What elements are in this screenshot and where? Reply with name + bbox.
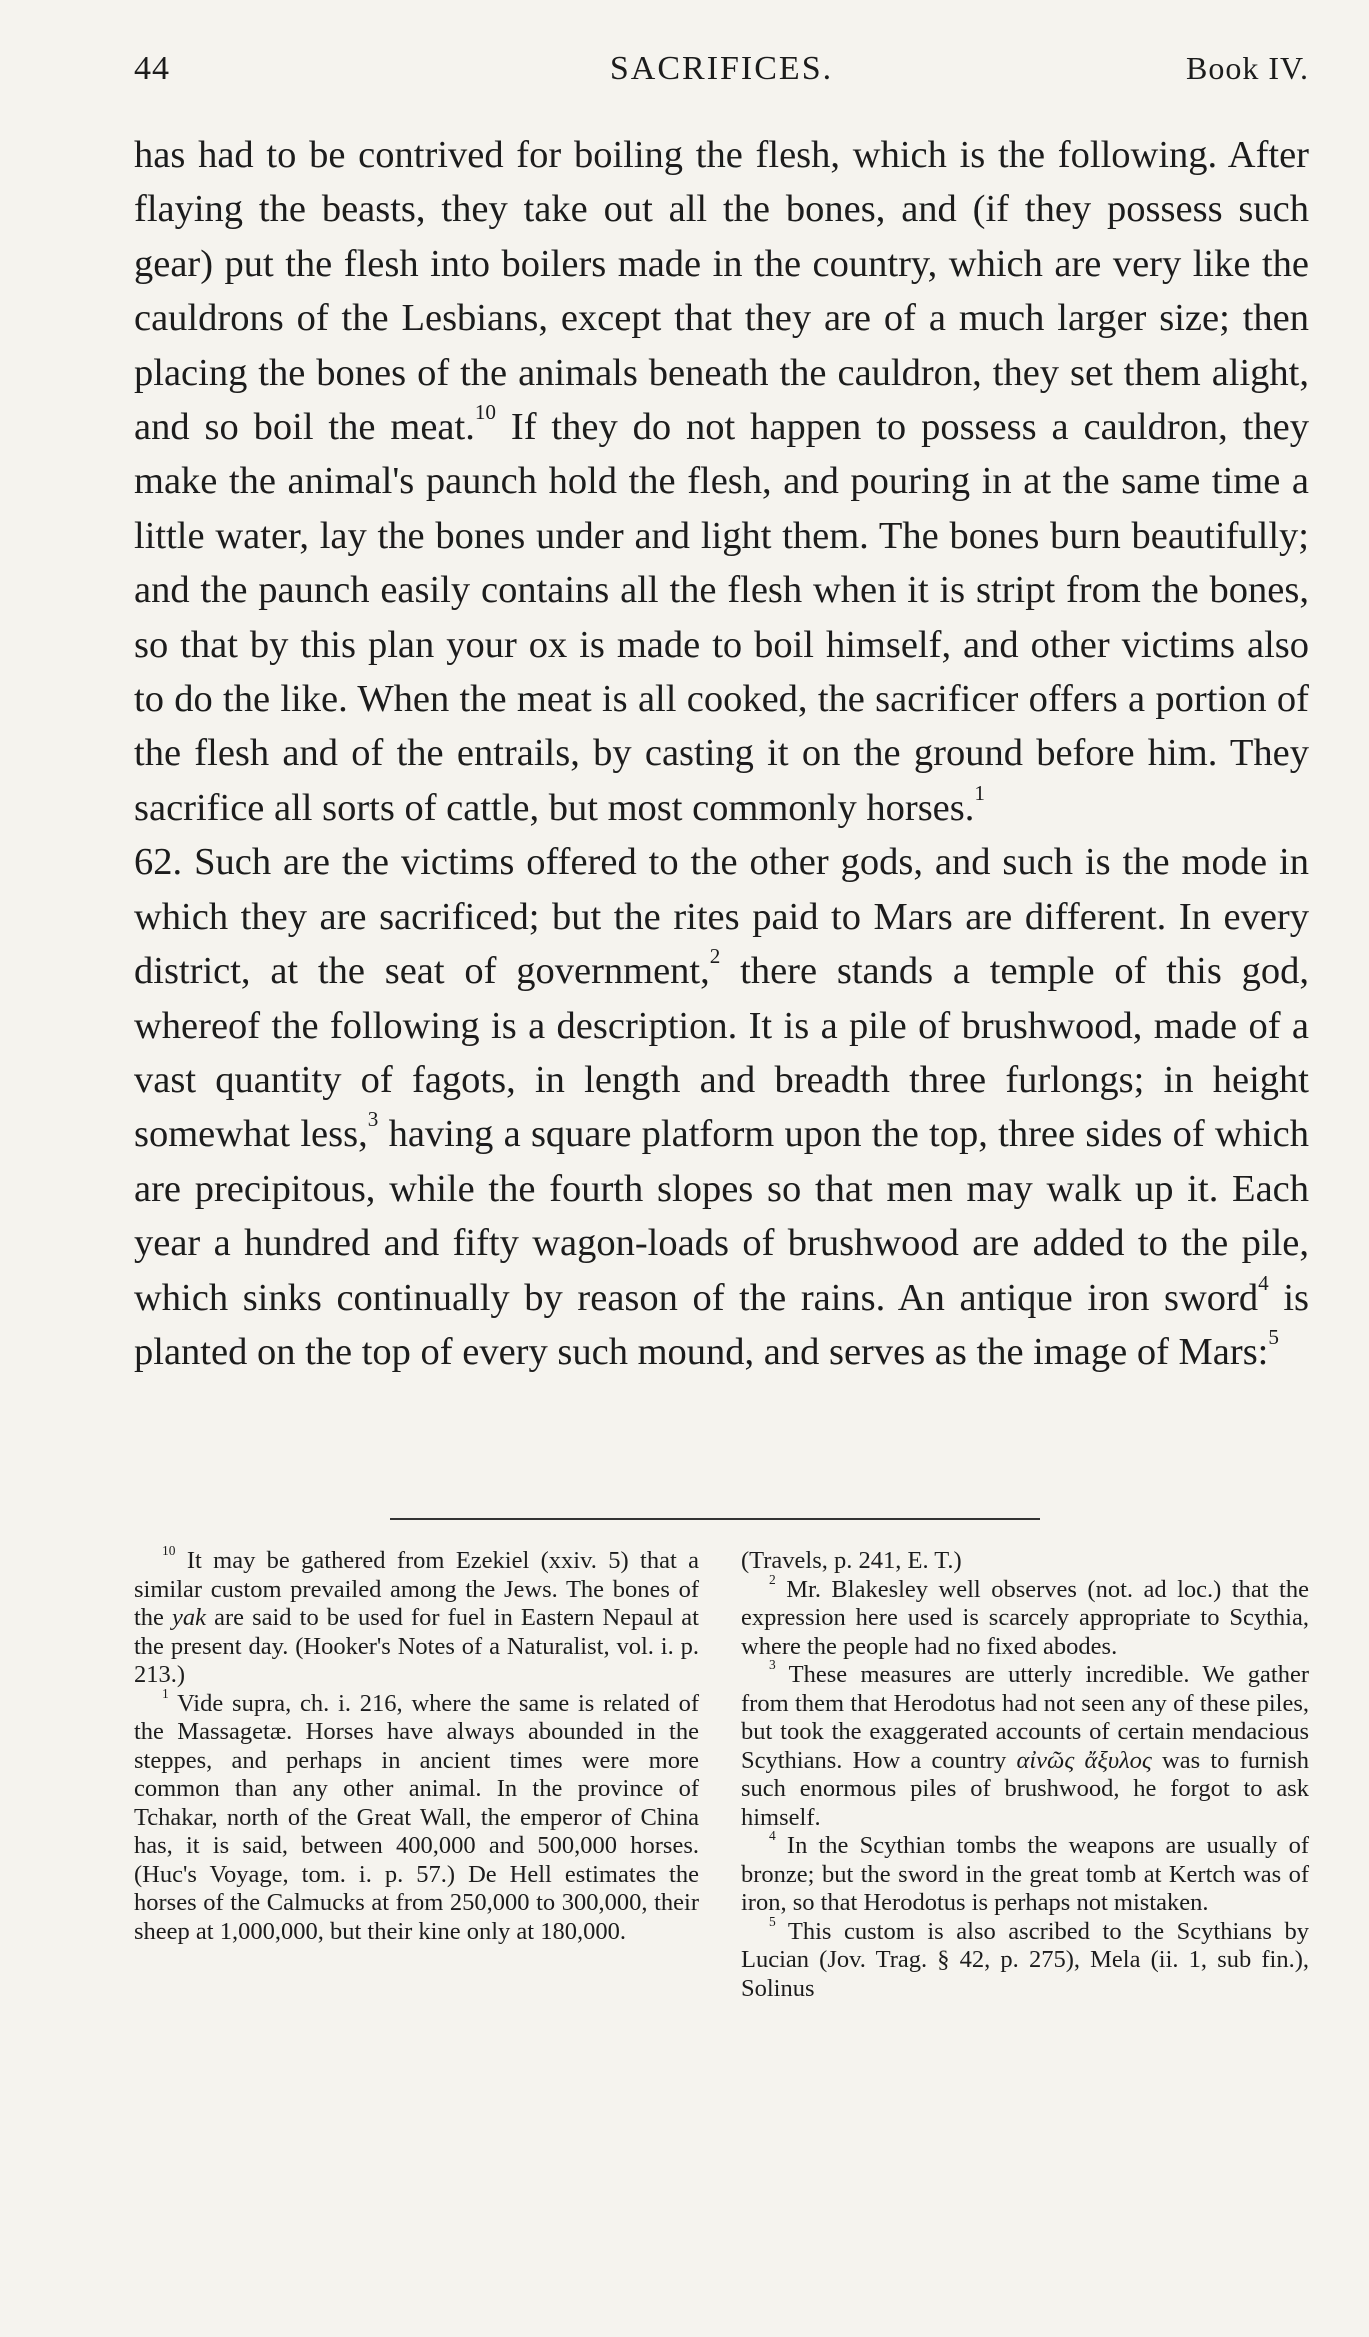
running-title: SACRIFICES. [609,50,834,87]
footnote-ref-4: 4 [1258,1270,1269,1295]
footnote-3: $^3$ These measures are utterly incredible. We gather from them that Herodotus had not seen any of these piles, but took the exaggerated accounts of certain mendacious Scythians. How a country αἰνῶς ἄξυλος was to furnish such enormous piles of brushwood, he forgot to ask himself. [741,1657,1309,1831]
footnote-2: $^2$ Mr. Blakesley well observes (not. ad loc.) that the expression here used is scarcely appropriate to Scythia, where the people had no fixed abodes. [741,1571,1309,1660]
footnote-ref-3: 3 [367,1107,379,1132]
footnote-4: $^4$ In the Scythian tombs the weapons are usually of bronze; but the sword in the great tomb at Kertch was of iron, so that Herodotus is perhaps not mistaken. [741,1828,1309,1916]
footnote-ref-2: 2 [709,943,721,968]
footnote-ref-1: 1 [974,780,985,805]
footnote-divider [390,1518,1040,1520]
footnote-ref-10: 10 [474,399,496,424]
footnotes-right-column [741,1547,1309,2003]
footnotes-left-column [134,1543,699,1946]
page-number: 44 [134,50,170,87]
footnote-5: $^5$ This custom is also ascribed to the Scythians by Lucian (Jov. Trag. § 42, p. 275), Mela (ii. 1, sub fin.), Solinus [741,1913,1309,2002]
footnote-10: $^{10}$ It may be gathered from Ezekiel (xxiv. 5) that a similar custom prevailed among the Jews. The bones of the yak are said to be used for fuel in Eastern Nepaul at the present day. (Hooker's Notes of a Naturalist, vol. i. p. 213.) [134,1543,699,1688]
paragraph-62: 62. Such are the victims offered to the other gods, and such is the mode in which they are sacrificed; but the rites paid to Mars are different. In every district, at the seat of government,$^2$ there stands a temple of this god, whereof the following is a description. It is a pile of brushwood, made of a vast quantity of fagots, in length and breadth three furlongs; in height somewhat less,$^3$ having a square platform upon the top, three sides of which are precipitous, while the fourth slopes so that men may walk up it. Each year a hundred and fifty wagon-loads of brushwood are added to the pile, which sinks continually by reason of the rains. An antique iron sword$^4$ is planted on the top of every such mound, and serves as the image of Mars:$^5$ [134,841,1309,1373]
footnote-1: $^1$ Vide supra, ch. i. 216, where the same is related of the Massagetæ. Horses have always abounded in the steppes, and perhaps in ancient times were more common than any other animal. In the province of Tchakar, north of the Great Wall, the emperor of China has, it is said, between 400,000 and 500,000 horses. (Huc's Voyage, tom. i. p. 57.) De Hell estimates the horses of the Calmucks at from 250,000 to 300,000, their sheep at 1,000,000, but their kine only at 180,000. [134,1685,699,1945]
paragraph-1: has had to be contrived for boiling the flesh, which is the following. After flaying the beasts, they take out all the bones, and (if they possess such gear) put the flesh into boilers made in the country, which are very like the cauldrons of the Lesbians, except that they are of a much larger size; then placing the bones of the animals beneath the cauldron, they set them alight, and so boil the meat.$^{10}$ If they do not happen to possess a cauldron, they make the animal's paunch hold the flesh, and pouring in at the same time a little water, lay the bones under and light them. The bones burn beautifully; and the paunch easily contains all the flesh when it is stript from the bones, so that by this plan your ox is made to boil himself, and other victims also to do the like. When the meat is all cooked, the sacrificer offers a portion of the flesh and of the entrails, by casting it on the ground before him. They sacrifice all sorts of cattle, but most commonly horses.$^1$ [134,134,1309,829]
footnote-1-continued: (Travels, p. 241, E. T.) [741,1547,962,1574]
running-header [134,50,1309,90]
book-label: Book IV. [1186,50,1309,86]
footnote-ref-5: 5 [1268,1324,1279,1349]
main-text [134,128,1309,1379]
